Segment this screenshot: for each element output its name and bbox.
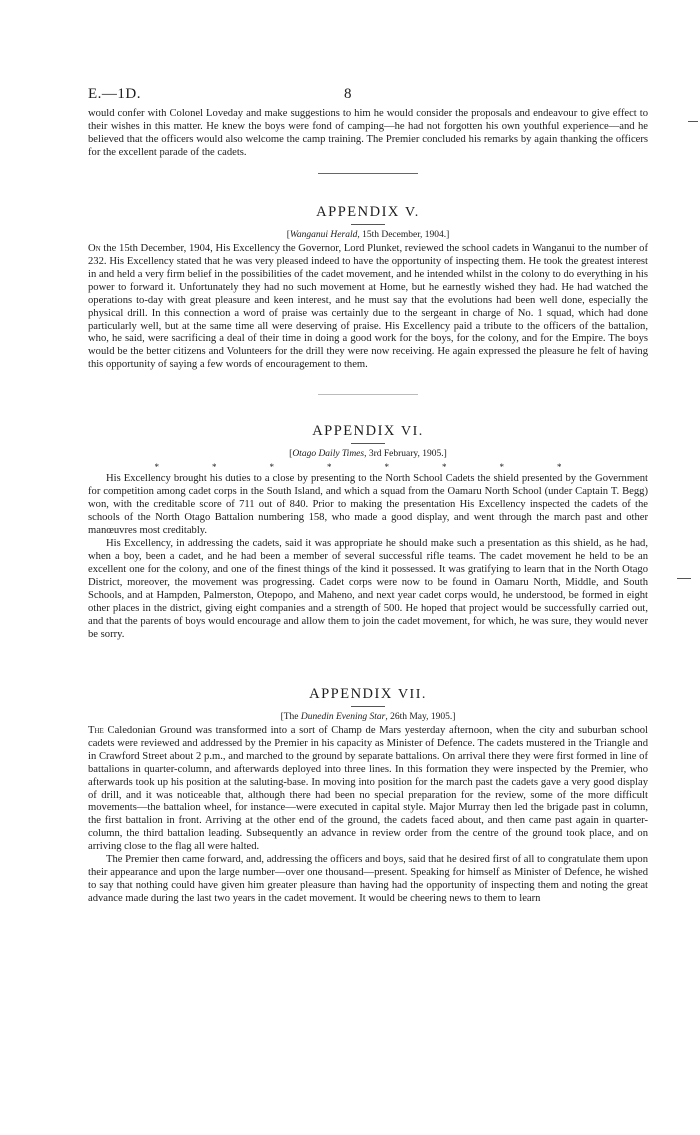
heading-rule (351, 443, 385, 444)
page-number: 8 (344, 86, 352, 102)
appendix-vii-source: [The Dunedin Evening Star, 26th May, 1905.] (280, 711, 456, 722)
appendix-vii-paragraph-1: The Caledonian Ground was transformed into a sort of Champ de Mars yesterday afternoon, when the city and suburban school cadets were reviewed and addressed by the Premier in his capacity as Minister of Defence. The cadets mustered in the Triangle and in Crawford Street about 2 p.m., and marched to the ground by separate battalions. On arrival there they were first formed in line of battalions in quarter-column, and afterwards deployed into three lines. In this formation they were inspected by the Premier, who afterwards took up his position at the saluting-base. In moving into position for the march past the cadets gave a very good display of drill, and it was noticeable that, although there had been no special preparation for the review, some of the more difficult movements—the battalion wheel, for instance—were executed in capital style. Major Murray then led the brigade past in column, the first battalion in front. Arriving at the other end of the ground, the cadets faced about, and then came past again in quarter-column, the third battalion leading. Subsequently an advance in review order from the centre of the ground took place, and on arriving close to the flag all were halted. (88, 724, 648, 853)
page-header (88, 86, 648, 106)
appendix-v-paragraph: On the 15th December, 1904, His Excellency the Governor, Lord Plunket, reviewed the school cadets in Wanganui to the number of 232. His Excellency stated that he was very pleased indeed to have the opportunity of inspecting them. He took the greatest interest in and held a very firm belief in the possibilities of the cadet movement, and he intended whilst in the colony to do everything in his power to forward it. Unfortunately they had no such movement at Home, but he earnestly wished they had. He had watched the operations to-day with great pleasure and keen interest, and he must say that the evolutions had been well done, especially the physical drill. In this connection a word of praise was certainly due to the sergeant in charge of No. 1 squad, which had done particularly well, but at the same time all were deserving of praise. His Excellency paid a tribute to the officers of the battalion, who, he said, were sacrificing a deal of their time in doing a good work for the boys, for the colony, and for the Empire. The boys would be the better citizens and Volunteers for the drill they were now receiving. He again expressed the pleasure he felt of having this opportunity of saying a few words of encouragement to them. (88, 242, 648, 371)
section-divider (318, 173, 418, 174)
heading-rule (351, 224, 385, 225)
document-reference: E.—1D. (88, 86, 141, 102)
heading-rule (351, 706, 385, 707)
appendix-vi-source: [Otago Daily Times, 3rd February, 1905.] (289, 449, 447, 460)
appendix-vi-paragraph-1: His Excellency brought his duties to a close by presenting to the North School Cadets the shield presented by the Government for competition among cadet corps in the South Island, and which a squad from the Oamaru North School (under Captain T. Begg) won, with the creditable score of 711 out of 840. Prior to making the presentation His Excellency inspected the cadets of the schools of the North Otago Battalion numbering 158, who made a good display, and went through the march past and other manœuvres most creditably. (88, 473, 648, 537)
ellipsis-stars: * * * * * * * * (154, 462, 562, 473)
margin-mark (677, 578, 691, 579)
appendix-vi-paragraph-2: His Excellency, in addressing the cadets, said it was appropriate he should make such a presentation as this shield, as he had, when a boy, been a cadet, and he had been a member of several successful rifle teams. The cadet movement he held to be an excellent one for the colony, and one of the finest things of the kind it possessed. It was gratifying to learn that in the North Otago District, moreover, the movement was progressing. Cadet corps were now to be found in Oamaru North, Middle, and South Schools, and at Hampden, Palmerston, Otepopo, and Maheno, and next year cadet corps would, he understood, be formed in eight other places in the district, giving eight companies and a strength of 500. He hoped that project would be successfully carried out, and that the parents of boys would encourage and allow them to join the cadet movement, for which, he was sure, they would never be sorry. (88, 538, 648, 640)
appendix-vi-heading: APPENDIX VI. (312, 423, 424, 440)
document-body (88, 108, 648, 906)
appendix-vii-heading: APPENDIX VII. (309, 685, 427, 702)
appendix-v-heading: APPENDIX V. (316, 203, 420, 220)
opening-paragraph: would confer with Colonel Loveday and make suggestions to him he would consider the proposals and endeavour to give effect to their wishes in this matter. He knew the boys were fond of camping—he had not forgotten his own youthful experience—and he believed that the officers would also welcome the camp training. The Premier concluded his remarks by again thanking the officers for the excellent parade of the cadets. (88, 108, 648, 158)
appendix-vii-paragraph-2: The Premier then came forward, and, addressing the officers and boys, said that he desired first of all to congratulate them upon their appearance and upon the large number—over one thousand—present. Speaking for himself as Minister of Defence, he wished to say that nothing could have given him greater pleasure than having had the opportunity of inspecting them and noting the great advance made during the last two years in the cadet movement. It would be cheering news to them to learn (88, 854, 648, 905)
section-divider (318, 394, 418, 395)
appendix-v-source: [Wanganui Herald, 15th December, 1904.] (286, 229, 450, 240)
margin-mark (688, 121, 698, 122)
